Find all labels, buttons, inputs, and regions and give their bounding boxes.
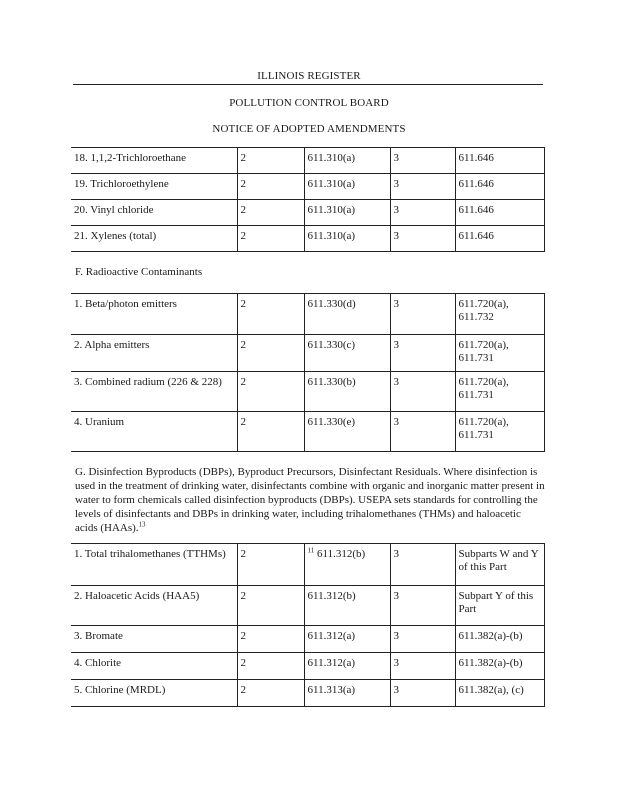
cell-tier-2: 3 — [390, 626, 455, 653]
radioactive-table — [71, 293, 545, 452]
cell-tier: 2 — [237, 200, 304, 226]
cell-tier: 2 — [237, 680, 304, 707]
cell-section: 611.310(a) — [304, 148, 390, 174]
table-row — [71, 200, 544, 226]
cell-tier-2: 3 — [390, 335, 455, 372]
cell-tier-2: 3 — [390, 200, 455, 226]
table-row — [71, 226, 544, 252]
cell-section — [304, 544, 390, 586]
section-f-title: F. Radioactive Contaminants — [75, 266, 203, 278]
table-row — [71, 544, 544, 586]
cell-contaminant: 21. Xylenes (total) — [71, 226, 237, 252]
cell-section: 611.330(e) — [304, 412, 390, 452]
contaminant-table-top — [71, 147, 545, 252]
cell-tier: 2 — [237, 294, 304, 335]
cell-section: 611.330(c) — [304, 335, 390, 372]
table-row — [71, 626, 544, 653]
cell-tier: 2 — [237, 653, 304, 680]
cell-section: 611.330(b) — [304, 372, 390, 412]
section-g-paragraph — [75, 465, 545, 535]
cell-section: 611.310(a) — [304, 226, 390, 252]
cell-superscript: 11 — [307, 546, 315, 555]
cell-reference: Subpart Y of this Part — [455, 586, 544, 626]
cell-contaminant: 3. Combined radium (226 & 228) — [71, 372, 237, 412]
cell-reference: 611.646 — [455, 226, 544, 252]
table-row — [71, 412, 544, 452]
table-row — [71, 335, 544, 372]
footnote-ref: 13 — [138, 520, 146, 529]
table-row — [71, 148, 544, 174]
cell-reference: 611.646 — [455, 174, 544, 200]
cell-tier-2: 3 — [390, 412, 455, 452]
cell-section: 611.312(b) — [304, 586, 390, 626]
cell-tier-2: 3 — [390, 226, 455, 252]
cell-section-text: 611.312(b) — [317, 548, 366, 560]
table-row — [71, 372, 544, 412]
cell-reference: Subparts W and Y of this Part — [455, 544, 544, 586]
cell-tier: 2 — [237, 372, 304, 412]
dbp-table — [71, 543, 545, 707]
cell-contaminant: 18. 1,1,2-Trichloroethane — [71, 148, 237, 174]
section-g-text: G. Disinfection Byproducts (DBPs), Byproduct Precursors, Disinfectant Residuals. Where disinfection is used in the treatment of drinking water, disinfectants combine with organic and inorganic matter present in water to form chemicals called disinfection byproducts (DBPs). USEPA sets standards for controlling the levels of disinfectants and DBPs in drinking water, including trihalomethanes (THMs) and haloacetic acids (HAAs). — [75, 466, 545, 534]
cell-tier: 2 — [237, 626, 304, 653]
cell-tier: 2 — [237, 335, 304, 372]
table-row — [71, 586, 544, 626]
cell-tier-2: 3 — [390, 174, 455, 200]
table-row — [71, 294, 544, 335]
cell-contaminant: 3. Bromate — [71, 626, 237, 653]
cell-contaminant: 4. Uranium — [71, 412, 237, 452]
cell-tier-2: 3 — [390, 586, 455, 626]
cell-section: 611.313(a) — [304, 680, 390, 707]
cell-contaminant: 20. Vinyl chloride — [71, 200, 237, 226]
cell-reference: 611.382(a)-(b) — [455, 653, 544, 680]
cell-reference: 611.720(a), 611.731 — [455, 412, 544, 452]
cell-contaminant: 1. Total trihalomethanes (TTHMs) — [71, 544, 237, 586]
table-row — [71, 680, 544, 707]
cell-reference: 611.382(a)-(b) — [455, 626, 544, 653]
cell-contaminant: 19. Trichloroethylene — [71, 174, 237, 200]
table-row — [71, 653, 544, 680]
cell-contaminant: 2. Haloacetic Acids (HAA5) — [71, 586, 237, 626]
cell-tier: 2 — [237, 174, 304, 200]
board-title: POLLUTION CONTROL BOARD — [229, 97, 389, 109]
cell-tier-2: 3 — [390, 544, 455, 586]
cell-tier-2: 3 — [390, 653, 455, 680]
cell-reference: 611.646 — [455, 148, 544, 174]
cell-tier-2: 3 — [390, 372, 455, 412]
cell-contaminant: 5. Chlorine (MRDL) — [71, 680, 237, 707]
cell-tier-2: 3 — [390, 148, 455, 174]
cell-section: 611.310(a) — [304, 174, 390, 200]
cell-reference: 611.720(a), 611.732 — [455, 294, 544, 335]
cell-contaminant: 1. Beta/photon emitters — [71, 294, 237, 335]
cell-reference: 611.646 — [455, 200, 544, 226]
cell-tier: 2 — [237, 586, 304, 626]
cell-tier: 2 — [237, 226, 304, 252]
cell-tier-2: 3 — [390, 680, 455, 707]
cell-section: 611.312(a) — [304, 653, 390, 680]
notice-title: NOTICE OF ADOPTED AMENDMENTS — [212, 123, 406, 135]
register-title: ILLINOIS REGISTER — [257, 70, 361, 82]
cell-section: 611.330(d) — [304, 294, 390, 335]
table-row — [71, 174, 544, 200]
header-rule — [73, 84, 543, 85]
cell-reference: 611.720(a), 611.731 — [455, 335, 544, 372]
cell-reference: 611.720(a), 611.731 — [455, 372, 544, 412]
cell-reference: 611.382(a), (c) — [455, 680, 544, 707]
cell-contaminant: 2. Alpha emitters — [71, 335, 237, 372]
cell-tier: 2 — [237, 544, 304, 586]
cell-contaminant: 4. Chlorite — [71, 653, 237, 680]
cell-tier: 2 — [237, 412, 304, 452]
cell-tier-2: 3 — [390, 294, 455, 335]
cell-tier: 2 — [237, 148, 304, 174]
cell-section: 611.310(a) — [304, 200, 390, 226]
cell-section: 611.312(a) — [304, 626, 390, 653]
